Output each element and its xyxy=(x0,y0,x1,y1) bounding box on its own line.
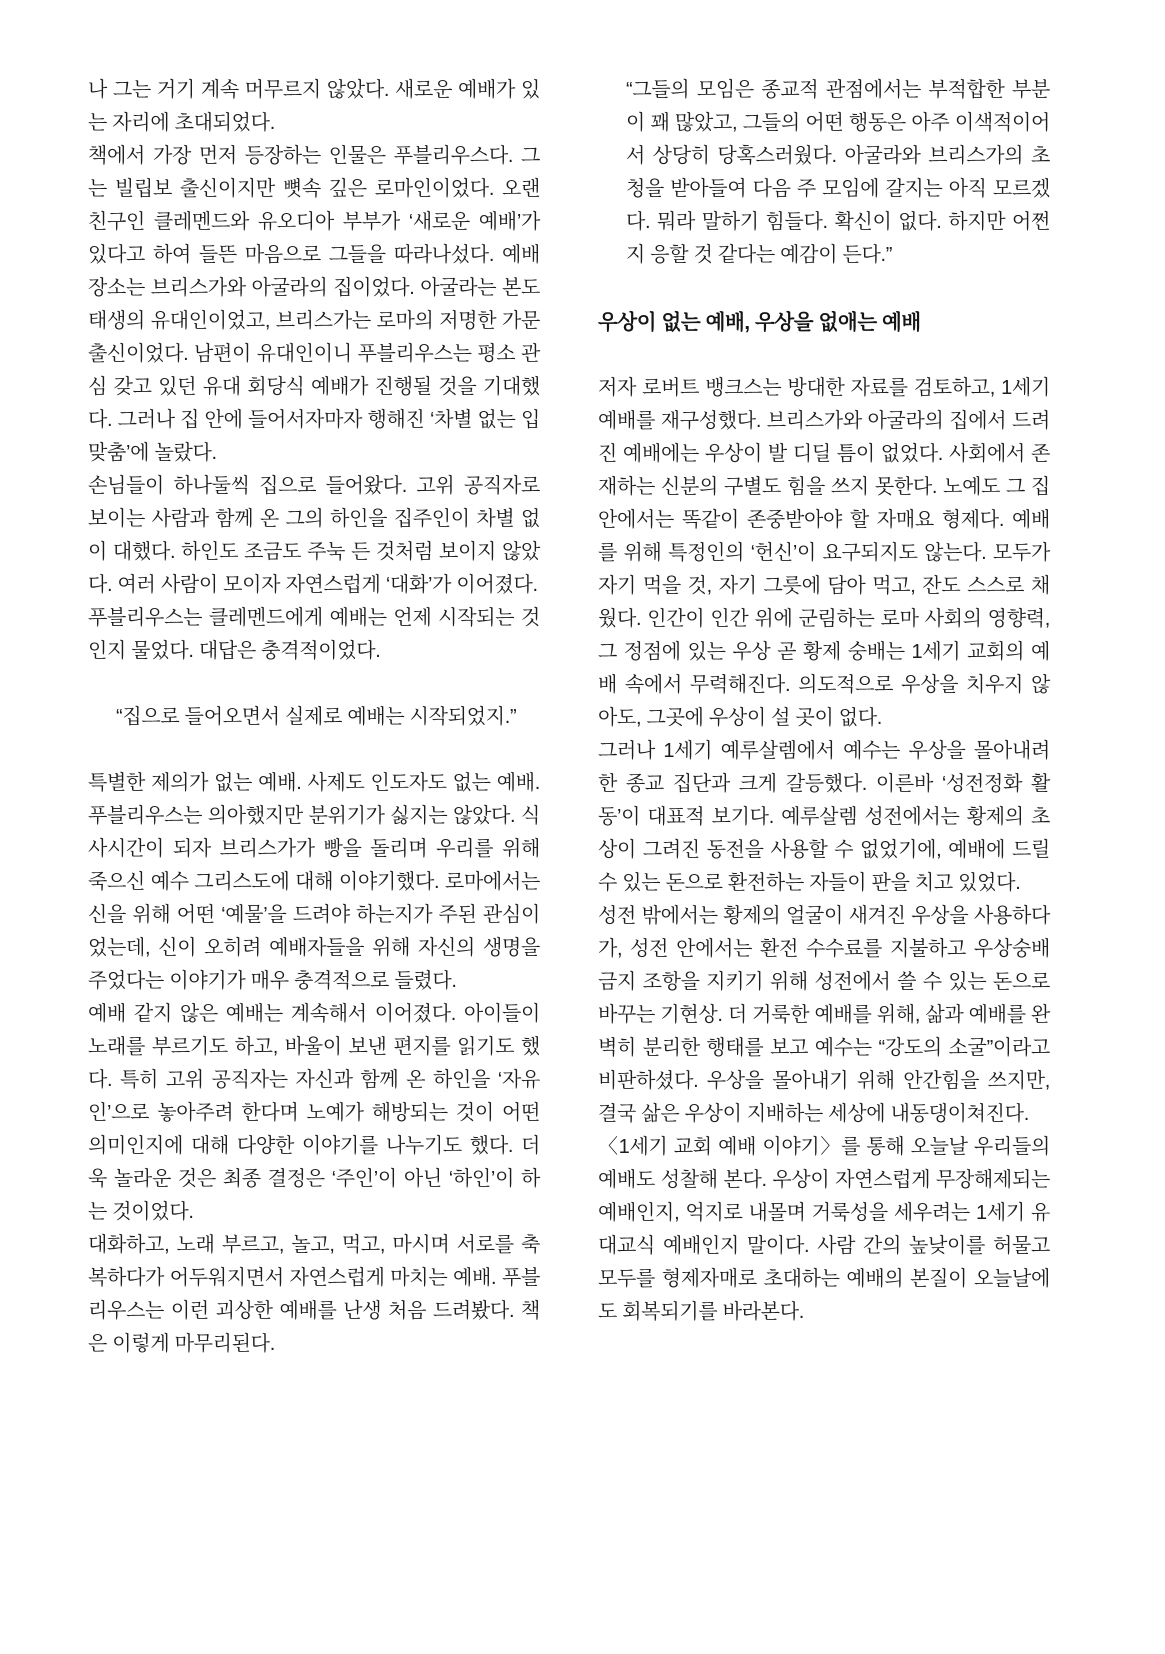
body-paragraph: 그러나 1세기 예루살렘에서 예수는 우상을 몰아내려 한 종교 집단과 크게 갈등했다. 이른바 ‘성전정화 활동’이 대표적 보기다. 예루살렘 성전에서는 황제의 초상이 그려진 동전을 사용할 수 없었기에, 예배에 드릴 수 있는 돈으로 환전하는 자들이 판을 치고 있었다. xyxy=(598,740,1050,894)
body-paragraph: 특별한 제의가 없는 예배. 사제도 인도자도 없는 예배. 푸블리우스는 의아했지만 분위기가 싫지는 않았다. 식사시간이 되자 브리스가가 빵을 돌리며 우리를 위해 죽으신 예수 그리스도에 대해 이야기했다. 로마에서는 신을 위해 어떤 ‘예물’을 드려야 하는지가 주된 관심이었는데, 신이 오히려 예배자들을 위해 자신의 생명을 주었다는 이야기가 매우 충격적으로 들렸다. xyxy=(88,772,540,992)
body-paragraph: 예배 같지 않은 예배는 계속해서 이어졌다. 아이들이 노래를 부르기도 하고, 바울이 보낸 편지를 읽기도 했다. 특히 고위 공직자는 자신과 함께 온 하인을 ‘자유인’으로 놓아주려 한다며 노예가 해방되는 것이 어떤 의미인지에 대해 다양한 이야기를 나누기도 했다. 더욱 놀라운 것은 최종 결정은 ‘주인’이 아닌 ‘하인’이 하는 것이었다. xyxy=(88,1003,540,1223)
body-paragraph: 대화하고, 노래 부르고, 놀고, 먹고, 마시며 서로를 축복하다가 어두워지면서 자연스럽게 마치는 예배. 푸블리우스는 이런 괴상한 예배를 난생 처음 드려봤다. 책은 이렇게 마무리된다. xyxy=(88,1234,540,1355)
pull-quote: “집으로 들어오면서 실제로 예배는 시작되었지.” xyxy=(116,706,517,728)
opening-blockquote: “그들의 모임은 종교적 관점에서는 부적합한 부분이 꽤 많았고, 그들의 어떤 행동은 아주 이색적이어서 상당히 당혹스러웠다. 아굴라와 브리스가의 초청을 받아들여 다음 주 모임에 갈지는 아직 모르겠다. 뭐라 말하기 힘들다. 확신이 없다. 하지만 어쩐지 응할 것 같다는 예감이 든다.” xyxy=(626,79,1050,266)
body-paragraph: 책에서 가장 먼저 등장하는 인물은 푸블리우스다. 그는 빌립보 출신이지만 뼛속 깊은 로마인이었다. 오랜 친구인 클레멘드와 유오디아 부부가 ‘새로운 예배’가 있다고 하여 들뜬 마음으로 그들을 따라나섰다. 예배 장소는 브리스가와 아굴라의 집이었다. 아굴라는 본도 태생의 유대인이었고, 브리스가는 로마의 저명한 가문 출신이었다. 남편이 유대인이니 푸블리우스는 평소 관심 갖고 있던 유대 회당식 예배가 진행될 것을 기대했다. 그러나 집 안에 들어서자마자 행해진 ‘차별 없는 입맞춤’에 놀랐다. xyxy=(88,145,540,464)
left-column xyxy=(88,74,540,1654)
body-paragraph: 손님들이 하나둘씩 집으로 들어왔다. 고위 공직자로 보이는 사람과 함께 온 그의 하인을 집주인이 차별 없이 대했다. 하인도 조금도 주눅 든 것처럼 보이지 않았다. 여러 사람이 모이자 자연스럽게 ‘대화’가 이어졌다. xyxy=(88,475,540,596)
section-heading: 우상이 없는 예배, 우상을 없애는 예배 xyxy=(598,311,921,334)
body-paragraph: 저자 로버트 뱅크스는 방대한 자료를 검토하고, 1세기 예배를 재구성했다. 브리스가와 아굴라의 집에서 드려진 예배에는 우상이 발 디딜 틈이 없었다. 사회에서 존재하는 신분의 구별도 힘을 쓰지 못한다. 노예도 그 집 안에서는 똑같이 존중받아야 할 자매요 형제다. 예배를 위해 특정인의 ‘헌신’이 요구되지도 않는다. 모두가 자기 먹을 것, 자기 그릇에 담아 먹고, 잔도 스스로 채웠다. 인간이 인간 위에 군림하는 로마 사회의 영향력, 그 정점에 있는 우상 곧 황제 숭배는 1세기 교회의 예배 속에서 무력해진다. 의도적으로 우상을 치우지 않아도, 그곳에 우상이 설 곳이 없다. xyxy=(598,377,1050,729)
body-paragraph: 푸블리우스는 클레멘드에게 예배는 언제 시작되는 것인지 물었다. 대답은 충격적이었다. xyxy=(88,607,540,662)
body-paragraph: 〈1세기 교회 예배 이야기〉를 통해 오늘날 우리들의 예배도 성찰해 본다. 우상이 자연스럽게 무장해제되는 예배인지, 억지로 내몰며 거룩성을 세우려는 1세기 유대교식 예배인지 말이다. 사람 간의 높낮이를 허물고 모두를 형제자매로 초대하는 예배의 본질이 오늘날에도 회복되기를 바라본다. xyxy=(598,1136,1050,1323)
body-paragraph: 나 그는 거기 계속 머무르지 않았다. 새로운 예배가 있는 자리에 초대되었다. xyxy=(88,79,540,134)
body-paragraph: 성전 밖에서는 황제의 얼굴이 새겨진 우상을 사용하다가, 성전 안에서는 환전 수수료를 지불하고 우상숭배 금지 조항을 지키기 위해 성전에서 쓸 수 있는 돈으로 바꾸는 기현상. 더 거룩한 예배를 위해, 삶과 예배를 완벽히 분리한 행태를 보고 예수는 “강도의 소굴”이라고 비판하셨다. 우상을 몰아내기 위해 안간힘을 쓰지만, 결국 삶은 우상이 지배하는 세상에 내동댕이쳐진다. xyxy=(598,905,1050,1125)
right-column xyxy=(598,74,1050,1654)
